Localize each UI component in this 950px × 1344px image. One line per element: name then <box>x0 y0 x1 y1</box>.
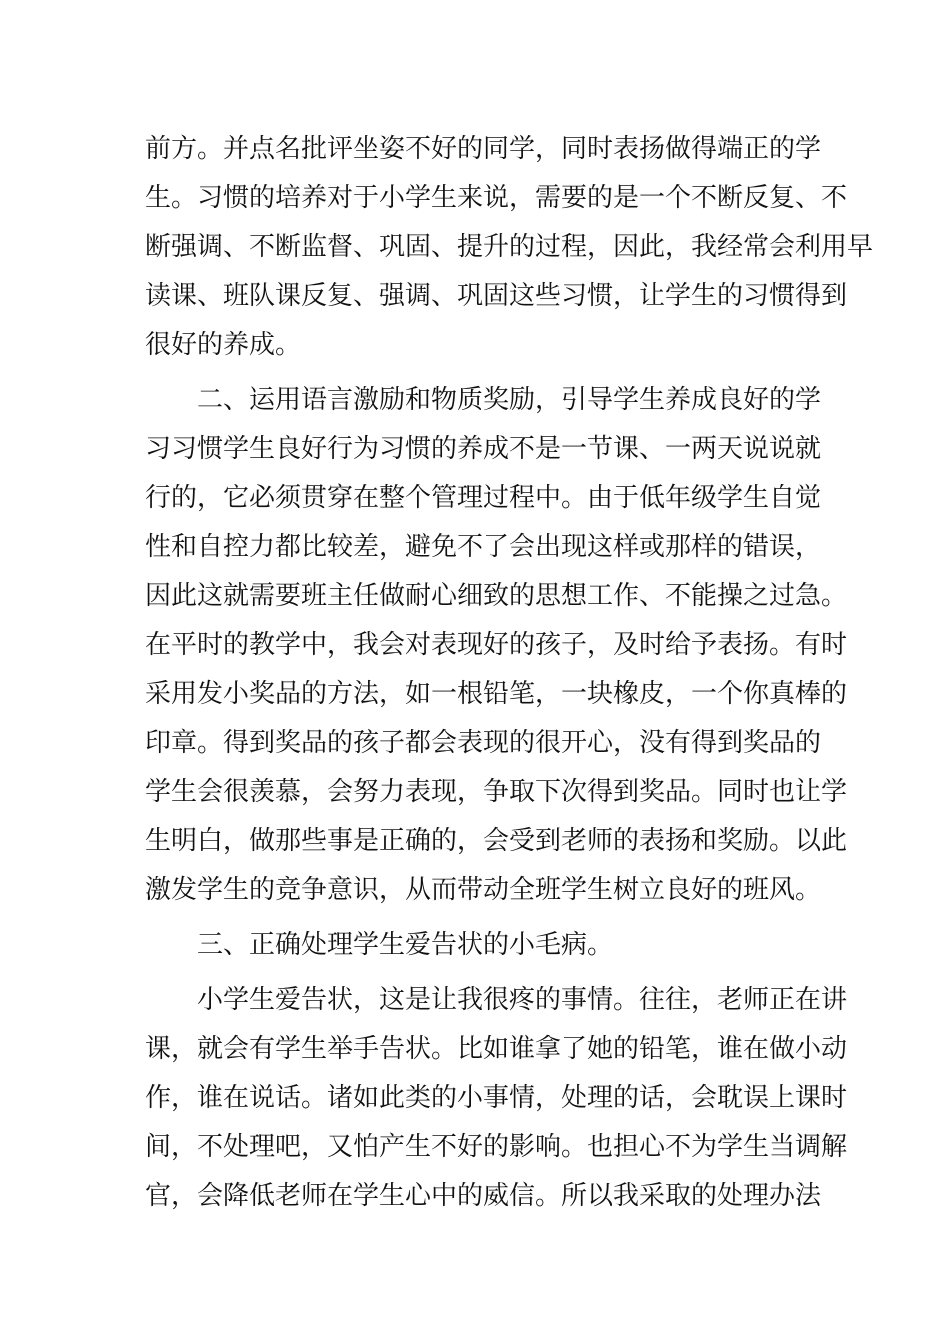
text-line: 间，不处理吧，又怕产生不好的影响。也担心不为学生当调解 <box>145 1132 848 1162</box>
text-line: 激发学生的竞争意识，从而带动全班学生树立良好的班风。 <box>145 875 822 905</box>
section-heading <box>145 921 810 970</box>
paragraph <box>145 976 848 1221</box>
text-line: 作，谁在说话。诸如此类的小事情，处理的话，会耽误上课时 <box>145 1083 848 1113</box>
text-line: 因此这就需要班主任做耐心细致的思想工作、不能操之过急。 <box>145 581 848 611</box>
paragraph <box>145 376 848 915</box>
text-line: 小学生爱告状，这是让我很疼的事情。往往，老师正在讲 <box>197 985 848 1015</box>
text-line: 生。习惯的培养对于小学生来说，需要的是一个不断反复、不 <box>145 183 848 213</box>
text-line: 在平时的教学中，我会对表现好的孩子，及时给予表扬。有时 <box>145 630 848 660</box>
text-line: 前方。并点名批评坐姿不好的同学，同时表扬做得端正的学 <box>145 134 822 164</box>
text-line: 很好的养成。 <box>145 330 302 360</box>
text-line: 生明白，做那些事是正确的，会受到老师的表扬和奖励。以此 <box>145 826 848 856</box>
text-line: 课，就会有学生举手告状。比如谁拿了她的铅笔，谁在做小动 <box>145 1034 848 1064</box>
text-line: 采用发小奖品的方法，如一根铅笔，一块橡皮，一个你真棒的 <box>145 679 848 709</box>
text-line: 二、运用语言激励和物质奖励，引导学生养成良好的学 <box>197 385 822 415</box>
text-line: 行的，它必须贯穿在整个管理过程中。由于低年级学生自觉 <box>145 483 822 513</box>
text-line: 三、正确处理学生爱告状的小毛病。 <box>197 930 614 960</box>
text-line: 官，会降低老师在学生心中的威信。所以我采取的处理办法 <box>145 1181 822 1211</box>
text-line: 学生会很羡慕，会努力表现，争取下次得到奖品。同时也让学 <box>145 777 848 807</box>
paragraph <box>145 125 874 370</box>
text-line: 习习惯学生良好行为习惯的养成不是一节课、一两天说说就 <box>145 434 822 464</box>
text-line: 印章。得到奖品的孩子都会表现的很开心，没有得到奖品的 <box>145 728 822 758</box>
body-text <box>145 125 874 1221</box>
text-line: 读课、班队课反复、强调、巩固这些习惯，让学生的习惯得到 <box>145 281 848 311</box>
text-line: 断强调、不断监督、巩固、提升的过程，因此，我经常会利用早 <box>145 232 874 262</box>
text-line: 性和自控力都比较差，避免不了会出现这样或那样的错误， <box>145 532 822 562</box>
